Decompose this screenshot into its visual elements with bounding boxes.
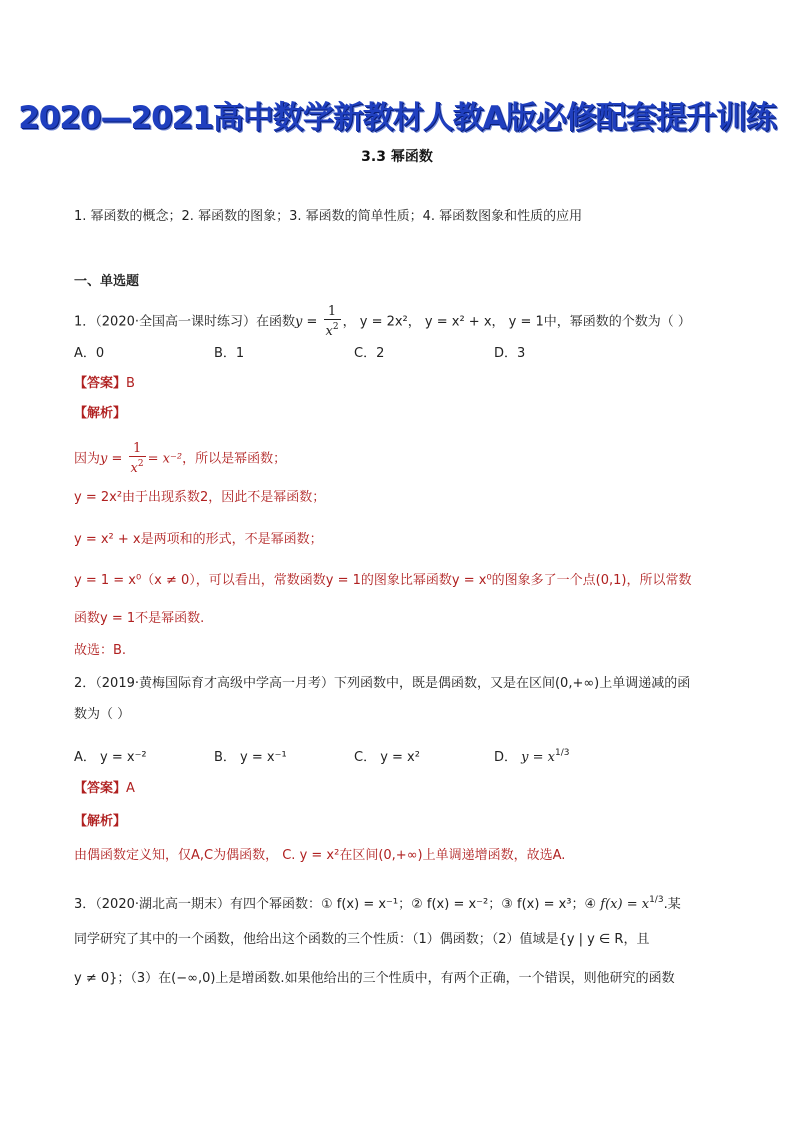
fn1-lhs: y [295,314,303,330]
q1-analysis-step-3: y = x² + x是两项和的形式，不是幂函数； [74,532,323,547]
q2-answer-label: 【答案】 [74,781,127,796]
q2-analysis: 由偶函数定义知，仅A,C为偶函数， C. y = x²在区间(0,+∞)上单调递增函数，故选A. [74,848,566,863]
question-1-prefix: 1．（2020·全国高一课时练习）在函数 [74,314,295,330]
q1-option-d: D．3 [494,346,526,361]
question-1-rest: ， y = 2x²， y = x² + x， y = 1中，幂函数的个数为（ ） [342,314,691,330]
q1-option-c: C．2 [354,346,385,361]
q2-answer [74,779,734,799]
question-2-options [74,743,734,768]
question-1-stem: 1．（2020·全国高一课时练习）在函数y = $\frac{1}{x^2}$ ， y = 2x²， y = x² + x， y = 1中，幂函数的个数为（ ） [74,304,691,339]
s1-fraction: $\frac{1}{x^2}$ [130,441,144,476]
question-2-stem-line-1: 2．（2019·黄梅国际育才高级中学高一月考）下列函数中，既是偶函数，又是在区间(0,+∞)上单调递减的函 [74,676,691,691]
question-1-options [74,344,734,364]
question-3-stem-line-3: y ≠ 0}；（3）在(−∞,0)上是增函数.如果他给出的三个性质中，有两个正确，一个错误，则他研究的函数 [74,971,675,986]
q1-answer-label: 【答案】 [74,376,127,391]
q1-analysis-step-4: y = 1 = x⁰（x ≠ 0），可以看出，常数函数y = 1的图象比幂函数y = x⁰的图象多了一个点(0,1)，所以常数 [74,573,692,588]
question-3-stem-line-1: 3．（2020·湖北高一期末）有四个幂函数：① f(x) = x⁻¹；② f(x) = x⁻²；③ f(x) = x³；④ $f(x) = x^{1/3}$.某 [74,895,681,912]
question-3-stem-line-2: 同学研究了其中的一个函数，他给出这个函数的三个性质：（1）偶函数；（2）值域是{y | y ∈ R，且 [74,932,650,947]
document-banner-title: 2020—2021高中数学新教材人教A版必修配套提升训练 [18,100,776,136]
q2-option-b: B． y = x⁻¹ [214,750,287,765]
q1-option-a: A．0 [74,346,105,361]
q1-analysis-step-5: 函数y = 1不是幂函数. [74,611,205,626]
q1-conclusion: 故选：B. [74,643,127,658]
q1-analysis-step-2: y = 2x²由于出现系数2，因此不是幂函数； [74,490,326,505]
topic-list: 1. 幂函数的概念；2. 幂函数的图象；3. 幂函数的简单性质；4. 幂函数图象和性质的应用 [74,209,583,224]
fn1-fraction: $\frac{1}{x^2}$ [325,304,339,339]
question-2-stem-line-2: 数为（ ） [74,707,131,722]
section-subtitle: 3.3 幂函数 [361,149,433,165]
q1-answer [74,374,734,394]
q1-analysis-step-1: 因为y = $\frac{1}{x^2}$ = x⁻²，所以是幂函数； [74,441,287,476]
q2-answer-value: A [126,781,135,796]
q1-option-b: B．1 [214,346,245,361]
q2-analysis-label: 【解析】 [74,814,127,829]
q2-option-c: C． y = x² [354,750,420,765]
q1-analysis-label: 【解析】 [74,406,127,421]
section-heading: 一、单选题 [74,274,140,289]
q2-option-a: A． y = x⁻² [74,750,147,765]
q2-option-d: D． $y = x^{1/3}$ [494,748,570,765]
q1-answer-value: B [126,376,135,391]
